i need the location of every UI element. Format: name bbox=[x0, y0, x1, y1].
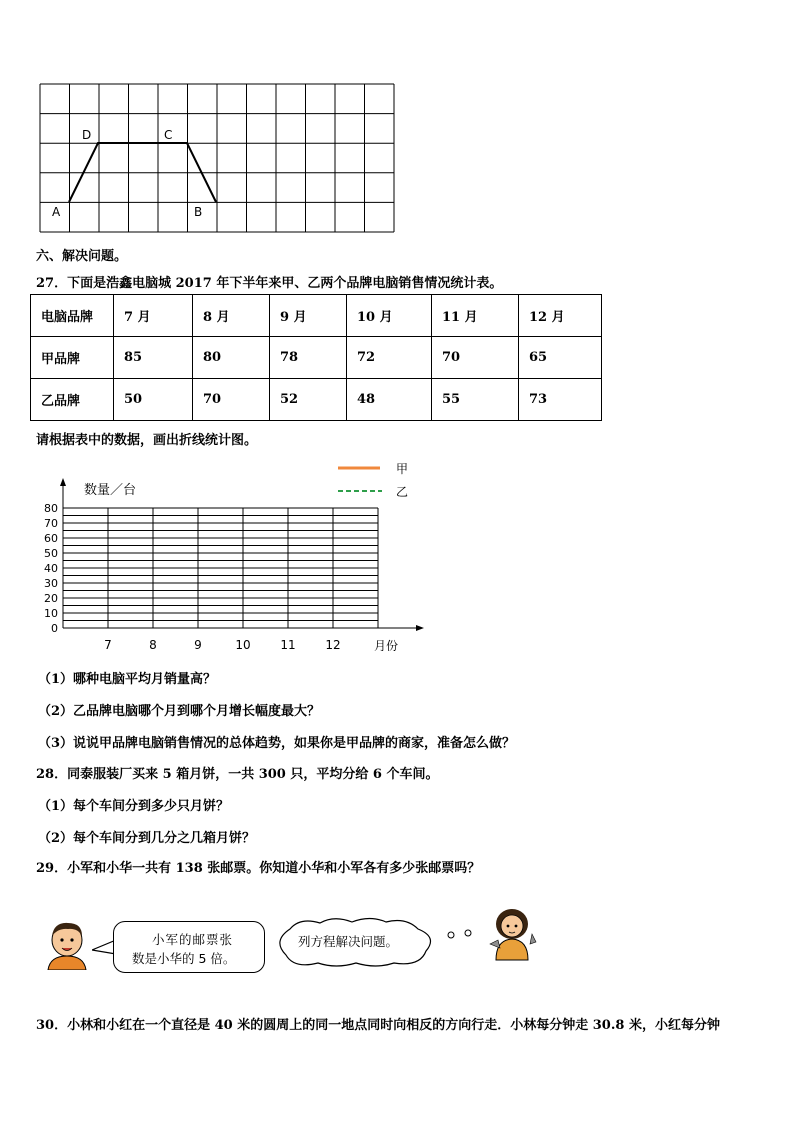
label-d: D bbox=[82, 128, 92, 142]
q28-sub1: （1）每个车间分到多少只月饼？ bbox=[38, 799, 230, 814]
speech-bubble bbox=[113, 921, 265, 973]
y-axis-label: 数量／台 bbox=[84, 483, 137, 498]
legend-label-yi: 乙 bbox=[396, 485, 409, 499]
table-cell: 电脑品牌 bbox=[31, 295, 114, 337]
table-cell: 73 bbox=[519, 379, 602, 421]
table-cell: 80 bbox=[193, 337, 270, 379]
boy-illustration bbox=[42, 918, 92, 970]
table-cell: 78 bbox=[270, 337, 347, 379]
table-cell: 70 bbox=[432, 337, 519, 379]
girl-illustration bbox=[484, 904, 540, 962]
table-cell: 70 bbox=[193, 379, 270, 421]
table-cell: 12 月 bbox=[519, 295, 602, 337]
chart-xlabels bbox=[104, 638, 340, 652]
bubble-text-line1: 小军的邮票张 bbox=[152, 932, 234, 947]
table-cell: 乙品牌 bbox=[31, 379, 114, 421]
table-cell: 55 bbox=[432, 379, 519, 421]
y-tick-label: 80 bbox=[44, 502, 58, 515]
y-tick-label: 10 bbox=[44, 607, 58, 620]
table-cell: 52 bbox=[270, 379, 347, 421]
table-cell: 7 月 bbox=[114, 295, 193, 337]
y-tick-label: 20 bbox=[44, 592, 58, 605]
line-chart bbox=[30, 456, 430, 660]
x-axis-arrow bbox=[416, 625, 424, 631]
label-a: A bbox=[52, 205, 61, 219]
table-row bbox=[31, 337, 602, 379]
q27-sub2: （2）乙品牌电脑哪个月到哪个月增长幅度最大？ bbox=[38, 704, 321, 719]
table-cell: 50 bbox=[114, 379, 193, 421]
x-tick-label: 11 bbox=[280, 638, 296, 652]
x-axis-label: 月份 bbox=[374, 639, 399, 653]
label-b: B bbox=[194, 205, 203, 219]
table-cell: 65 bbox=[519, 337, 602, 379]
y-tick-label: 70 bbox=[44, 517, 58, 530]
q28-sub2: （2）每个车间分到几分之几箱月饼？ bbox=[38, 831, 256, 846]
x-tick-label: 10 bbox=[235, 638, 251, 652]
table-cell: 11 月 bbox=[432, 295, 519, 337]
table-row bbox=[31, 379, 602, 421]
chart-ticks bbox=[44, 502, 58, 635]
table-cell: 72 bbox=[347, 337, 432, 379]
y-tick-label: 0 bbox=[51, 622, 58, 635]
grid-figure bbox=[38, 82, 396, 234]
y-axis-arrow bbox=[60, 478, 66, 486]
x-tick-label: 12 bbox=[325, 638, 341, 652]
q27-sub1: （1）哪种电脑平均月销量高？ bbox=[38, 672, 217, 687]
table-header-row bbox=[31, 295, 602, 337]
table-cell: 10 月 bbox=[347, 295, 432, 337]
x-tick-label: 9 bbox=[194, 638, 202, 652]
label-c: C bbox=[164, 128, 173, 142]
y-tick-label: 40 bbox=[44, 562, 58, 575]
table-cell: 85 bbox=[114, 337, 193, 379]
section-title: 六、解决问题。 bbox=[36, 249, 128, 264]
grid-lines bbox=[40, 84, 394, 232]
sales-table bbox=[30, 294, 602, 421]
question-30: 30．小林和小红在一个直径是 40 米的圆周上的同一地点同时向相反的方向行走．小林每分钟走 30.8 米，小红每分钟 bbox=[36, 1018, 720, 1033]
table-cell: 8 月 bbox=[193, 295, 270, 337]
thought-text: 列方程解决问题。 bbox=[298, 934, 399, 949]
y-tick-label: 50 bbox=[44, 547, 58, 560]
table-cell: 48 bbox=[347, 379, 432, 421]
bubble-text-line2: 数是小华的 5 倍。 bbox=[132, 951, 236, 966]
table-cell: 甲品牌 bbox=[31, 337, 114, 379]
q27-sub3: （3）说说甲品牌电脑销售情况的总体趋势，如果你是甲品牌的商家，准备怎么做？ bbox=[38, 736, 516, 751]
x-tick-label: 8 bbox=[149, 638, 157, 652]
legend-label-jia: 甲 bbox=[396, 462, 409, 476]
table-cell: 9 月 bbox=[270, 295, 347, 337]
y-tick-label: 30 bbox=[44, 577, 58, 590]
chart-grid bbox=[63, 508, 378, 628]
x-tick-label: 7 bbox=[104, 638, 112, 652]
question-27: 27．下面是浩鑫电脑城 2017 年下半年来甲、乙两个品牌电脑销售情况统计表。 bbox=[36, 276, 503, 291]
thought-dots bbox=[444, 927, 484, 943]
chart-instruction: 请根据表中的数据，画出折线统计图。 bbox=[36, 433, 258, 448]
question-29: 29．小军和小华一共有 138 张邮票。你知道小华和小军各有多少张邮票吗？ bbox=[36, 861, 481, 876]
question-28: 28．同泰服装厂买来 5 箱月饼，一共 300 只，平均分给 6 个车间。 bbox=[36, 767, 439, 782]
y-tick-label: 60 bbox=[44, 532, 58, 545]
